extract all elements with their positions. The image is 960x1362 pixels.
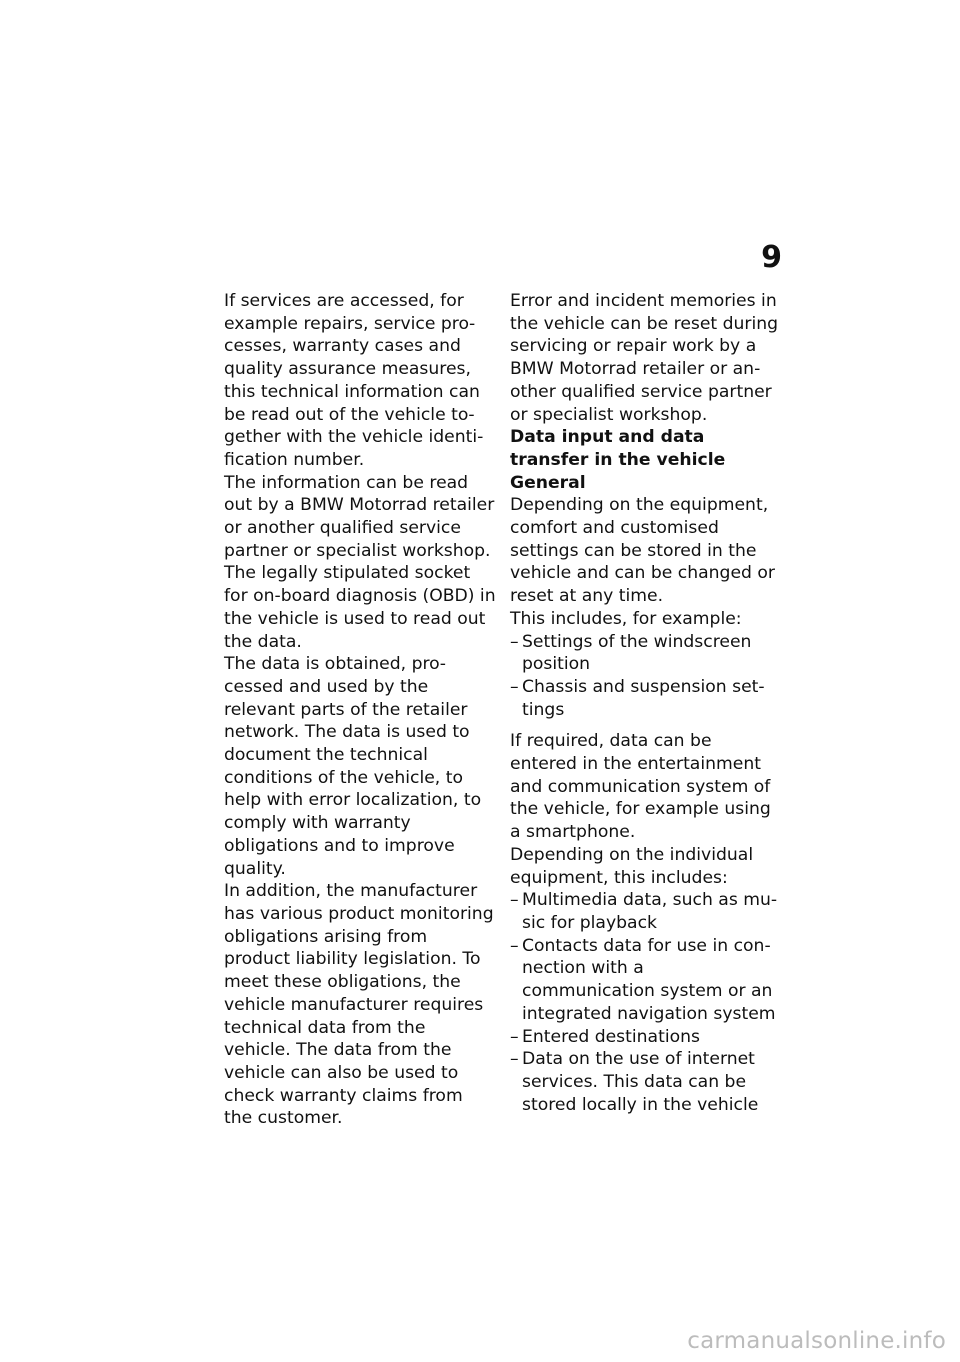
dash-marker: – (510, 935, 519, 956)
left-paragraph-readout: The information can be read out by a BMW Motorrad retailer or another qualified service partner or specialist workshop. The legally stipulated socket for on-board diagnosis (OBD) in the vehicle is used to read out the data. (224, 472, 496, 652)
left-column (224, 290, 496, 1130)
dash-marker: – (510, 676, 519, 697)
list-item: – Chassis and suspension settings (510, 676, 765, 720)
page-number: 9 (761, 240, 782, 275)
right-paragraph-equipment: Depending on the individual equipment, this includes: (510, 844, 754, 888)
right-paragraph-settings: Depending on the equipment, comfort and customised settings can be stored in the vehicle and can be changed or reset at any time. (510, 495, 775, 607)
right-paragraph-error-memories: Error and incident memories in the vehicle can be reset during servicing or repair work by a BMW Motorrad retailer or another qualified service partner or specialist workshop. (510, 291, 779, 425)
list-item: – Entered destinations (510, 1026, 700, 1047)
list-item: – Contacts data for use in connection with a communication system or an integrated navigation system (510, 935, 776, 1024)
right-paragraph-includes: This includes, for example: (510, 608, 742, 629)
left-paragraph-retailer-network: The data is obtained, processed and used by the relevant parts of the retailer network. The data is used to document the technical conditions of the vehicle, to help with error localization, to comply with warranty obligations and to improve quality. (224, 654, 482, 879)
right-column (510, 290, 782, 1116)
left-paragraph-product-monitoring: In addition, the manufacturer has various product monitoring obligations arising from product liability legislation. To meet these obligations, the vehicle manufacturer requires technical data from the vehicle. The data from the vehicle can also be used to check warranty claims from the customer. (224, 881, 494, 1129)
list-item: – Settings of the windscreen position (510, 631, 752, 675)
section-heading: Data input and data transfer in the vehicle (510, 427, 726, 470)
dash-marker: – (510, 890, 519, 911)
data-list (510, 889, 782, 1116)
dash-marker: – (510, 631, 519, 652)
settings-list (510, 631, 782, 722)
dash-marker: – (510, 1049, 519, 1070)
watermark: carmanualsonline.info (687, 1328, 946, 1354)
left-paragraph-services: If services are accessed, for example repairs, service processes, warranty cases and quality assurance measures, this technical information can be read out of the vehicle together with the vehicle identification number. (224, 291, 484, 470)
right-paragraph-entertainment: If required, data can be entered in the entertainment and communication system of the vehicle, for example using a smartphone. (510, 731, 771, 843)
dash-marker: – (510, 1026, 519, 1047)
list-item: – Data on the use of internet services. This data can be stored locally in the vehicle (510, 1049, 759, 1115)
list-item: – Multimedia data, such as music for playback (510, 890, 778, 933)
subsection-heading: General (510, 472, 586, 493)
